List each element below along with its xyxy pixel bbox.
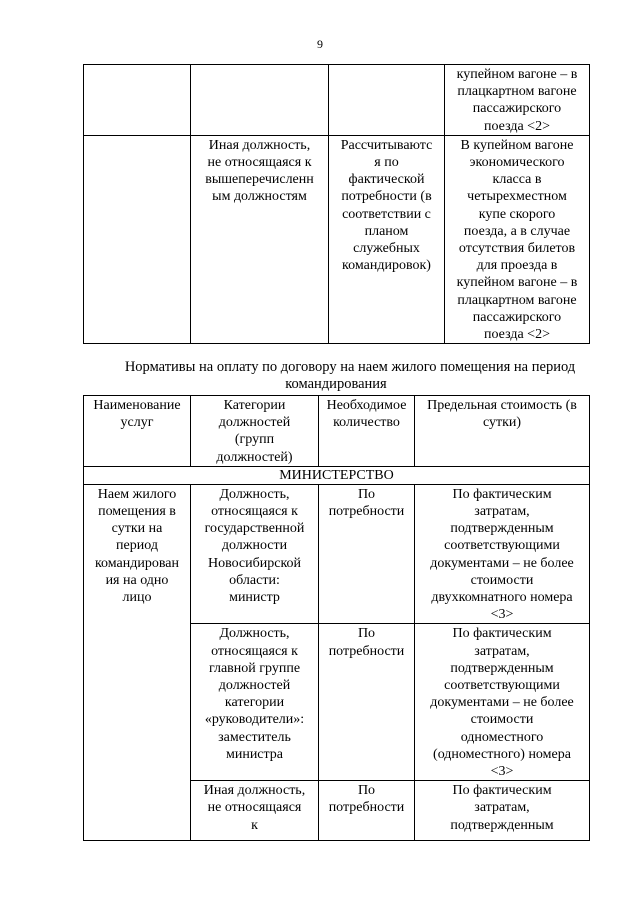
position-category-cell: Иная должность, не относящаяся к bbox=[191, 781, 319, 841]
position-category-cell: Иная должность, не относящаяся к вышеперечисленн ым должностям bbox=[191, 135, 329, 343]
cost-cell: В купейном вагоне экономического класса в четырехместном купе скорого поезда, а в случае отсутствия билетов для проезда в купейном вагоне – в плацкартном вагоне пассажирского поезда <2> bbox=[445, 135, 590, 343]
column-header: Необходимое количество bbox=[319, 396, 415, 467]
section-heading-line1: Нормативы на оплату по договору на наем жилого помещения на период bbox=[124, 359, 576, 375]
table-cell bbox=[191, 65, 329, 136]
table-row bbox=[84, 65, 590, 136]
position-category-cell: Должность, относящаяся к государственной должности Новосибирской области: министр bbox=[191, 484, 319, 624]
travel-norms-table-continued bbox=[83, 64, 590, 344]
table-row bbox=[84, 135, 590, 343]
section-title: МИНИСТЕРСТВО bbox=[84, 466, 590, 484]
table-cell bbox=[84, 135, 191, 343]
table-row bbox=[84, 484, 590, 624]
table-cell: купейном вагоне – в плацкартном вагоне пассажирского поезда <2> bbox=[445, 65, 590, 136]
quantity-cell: Рассчитываютс я по фактической потребности (в соответствии с планом служебных командировок) bbox=[329, 135, 445, 343]
column-header: Категории должностей (групп должностей) bbox=[191, 396, 319, 467]
lodging-norms-table bbox=[83, 395, 590, 841]
position-category-cell: Должность, относящаяся к главной группе должностей категории «руководители»: заместитель министра bbox=[191, 624, 319, 781]
table-cell bbox=[84, 65, 191, 136]
table-header-row bbox=[84, 396, 590, 467]
quantity-cell: По потребности bbox=[319, 781, 415, 841]
quantity-cell: По потребности bbox=[319, 484, 415, 624]
cost-cell: По фактическим затратам, подтвержденным соответствующими документами – не более стоимости двухкомнатного номера <3> bbox=[415, 484, 590, 624]
service-name-cell: Наем жилого помещения в сутки на период командирован ия на одно лицо bbox=[84, 484, 191, 840]
section-heading-line2: командирования bbox=[285, 376, 387, 392]
cost-cell: По фактическим затратам, подтвержденным соответствующими документами – не более стоимости одноместного (одноместного) номера <3> bbox=[415, 624, 590, 781]
table-cell bbox=[329, 65, 445, 136]
section-row bbox=[84, 466, 590, 484]
section-heading bbox=[83, 359, 589, 393]
column-header: Предельная стоимость (в сутки) bbox=[415, 396, 590, 467]
page-number: 9 bbox=[317, 37, 323, 51]
cost-cell: По фактическим затратам, подтвержденным bbox=[415, 781, 590, 841]
column-header: Наименование услуг bbox=[84, 396, 191, 467]
quantity-cell: По потребности bbox=[319, 624, 415, 781]
